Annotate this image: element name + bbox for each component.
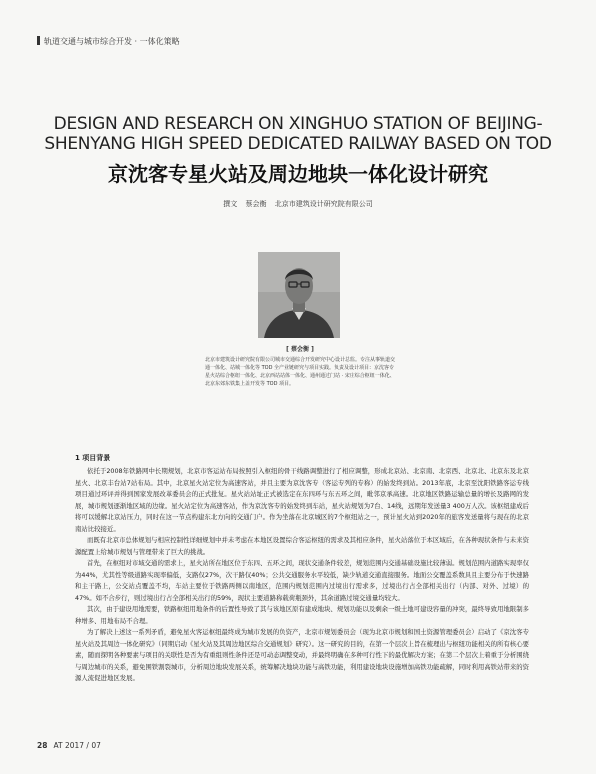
article-body (75, 466, 529, 685)
running-header (37, 36, 180, 47)
body-paragraph: 依托于2008年铁路网中长期规划，北京市客运站布局按照引入枢纽的骨干线路调整进行了相应调整，形成北京站、北京南、北京西、北京北、北京东及北京星火、北京丰台站7站布局。其中，北京星火站定位为高速客站，并且主要为京沈客专（客运专列的专称）的始发终到站。2013年底，北京至沈阳铁路客运专线项目通过环评并得到国家发展改革委员会的正式批复。星火站站址正式被选定在东四环与东五环之间，毗邻京承高速。北京地区铁路运输总量的增长及路网的发展，城市规划逐渐地区域的边缘。星火站定位为高速客站，作为京沈客专的始发终到车站，星火站规划为7台、14线，远期年发送量3 400万人次。该枢纽建成后将可以缓解北京站压力，同时在这一节点构建东北方向的交通门户。作为坐落在北京城区的7个枢纽站之一，预计星火站到2020年的旅客发送量将与现在的北京南站比较接近。 (75, 467, 529, 533)
english-title-line-2: SHENYANG HIGH SPEED DEDICATED RAILWAY BASED ON TOD (44, 134, 552, 154)
section-heading: 1 项目背景 (75, 454, 111, 462)
byline-org: 北京市建筑设计研究院有限公司 (274, 200, 373, 208)
portrait-illustration (258, 252, 340, 338)
author-portrait (258, 252, 340, 338)
byline-label: 撰文 (223, 200, 238, 208)
body-paragraph: 其次，由于建设用地需要，铁路枢纽用地条件的后置性导致了其与该地区原有建成地块、规划功能以及剩余一级土地可建设容量的冲突，最终导致用地限制多种增多、用地布局不合理。 (75, 605, 529, 625)
body-paragraph: 为了解决上述这一系列矛盾，避免星火客运枢纽最终成为城市发展的负资产，北京市规划委员会（现为北京市规划和国土资源管理委员会）启动了《京沈客专星火站及其周边一体化研究》（同期启动《星火站及其周边地区综合交通规划》研究）。这一研究的目的，在第一个层次上旨在梳理出与枢纽功能相关的所有核心要素，随而探明各种要素与项目的关联性是否为有重组则性条件还是可动态调整变动，并最终明确在多种可行性下的最优解决方案；在第二个层次上着重于分析围绕与周边城市的关系，避免围铁割裂城市，分析周边地块发展关系，统筹解决地块功能与高铁功能，利用建设地块设施增加高铁功能疏解，同时利用高铁站带来的资源人流促进地区发展。 (75, 628, 529, 682)
english-title-line-1: DESIGN AND RESEARCH ON XINGHUO STATION OF BEIJING- (53, 114, 543, 134)
bio-text: 北京市建筑设计研究院有限公司城市交通综合开发研究中心设计总监。专注从事轨道交通一体化、站城一体化等 TOD 全产业链研究与项目实践。负责及设计项目：京沈客专星火站综合枢纽一体化、北京西站站体一体化、通州通过门站 · 宋庄综合枢纽一体化、北京东郊东铁集上盖开发等 TOD 项目。 (205, 357, 396, 387)
chinese-title: 京沈客专星火站及周边地块一体化设计研究 (108, 162, 488, 186)
body-paragraph: 首先，在枢纽对市域交通的需求上，星火站所在地区位于东四、五环之间，现状交通条件较差，规划范围内交通基础设施比较薄弱。规划范围内道路实现率仅为44%，尤其性等级道路实现率偏低，支路仅27%，次干路仅40%；公共交通服务水平较低，缺少轨道交通直接服务。地面公交覆盖系数具且主要分布于快速路和主干路上，公交站点覆盖不均，车站主要位于铁路两侧以南地区，范围内规划范围内过境出行需求多，过境出行占全部相关出行（内部、对外、过境）的47%。如不合步行，则过境出行占全部相关出行的59%，现状主要道路称载荷瓶颈外，其余道路过境交通量均较大。 (75, 559, 529, 602)
byline (40, 199, 556, 209)
page-footer (37, 741, 101, 750)
journal-issue: AT 2017 / 07 (53, 741, 101, 750)
body-paragraph: 而既有北京市总体规划与相应控制性详细规划中并未考虑在本地区设置综合客运枢纽的需求及其相应条件，星火站落位于本区域后，在各种现状条件与未来资源配置上给城市规划与管理带来了巨大的挑战。 (75, 536, 529, 556)
header-bar (37, 36, 40, 45)
byline-author: 蔡会衡 (245, 200, 267, 208)
author-bio (205, 346, 395, 388)
page-number: 28 (37, 741, 48, 750)
header-section-label: 轨道交通与城市综合开发 · 一体化策略 (44, 37, 180, 46)
bio-author-name: [ 蔡会衡 ] (286, 346, 314, 353)
english-title (40, 114, 556, 154)
